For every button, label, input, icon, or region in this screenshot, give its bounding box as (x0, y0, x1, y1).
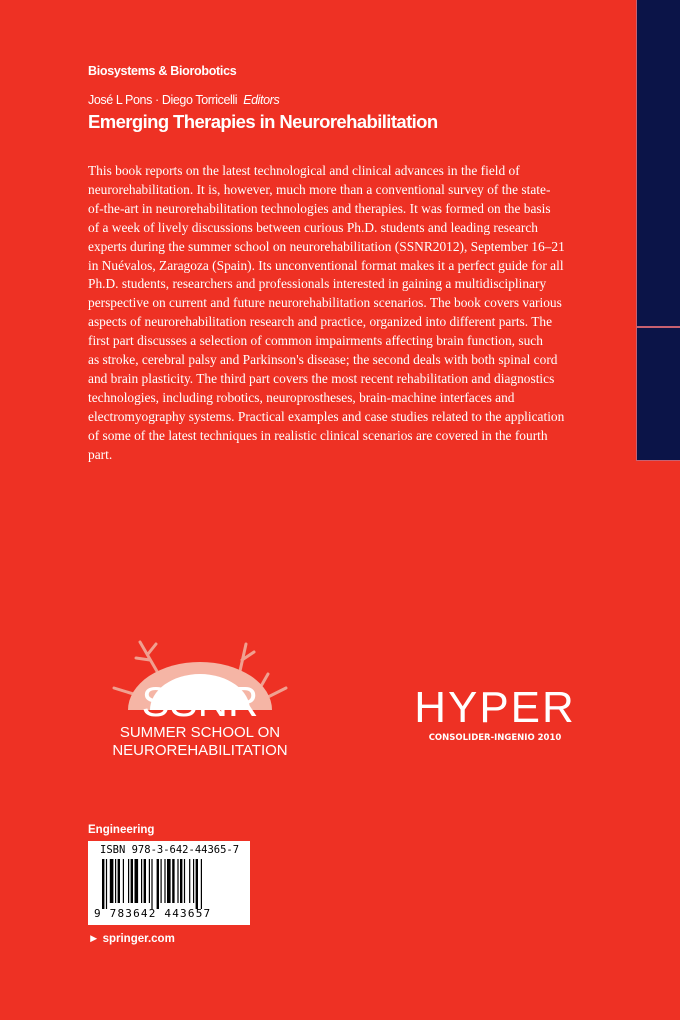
barcode-bar (102, 859, 104, 909)
ssnr-line1: SUMMER SCHOOL ON (119, 724, 281, 741)
description-line: experts during the summer school on neurorehabilitation (SSNR2012), September 16–21 (88, 238, 565, 254)
barcode-bar (135, 859, 139, 903)
barcode-bar (180, 859, 182, 903)
springer-link[interactable]: ► springer.com (88, 933, 175, 945)
barcode-bar (110, 859, 114, 903)
ssnr-line2: NEUROREHABILITATION (112, 742, 288, 759)
ssnr-logo (100, 636, 300, 760)
description-line: electromyography systems. Practical examples and case studies related to the application (88, 408, 565, 424)
isbn-text: ISBN 978-3-642-44365-7 (100, 844, 240, 856)
spine-band (636, 0, 680, 461)
barcode-bar (141, 859, 142, 903)
description-line: part. (88, 446, 113, 462)
barcode-bar (151, 859, 152, 909)
description-line: technologies, including robotics, neuroprostheses, brain-machine interfaces and (88, 389, 515, 405)
description-line: first part discusses a selection of common impairments affecting brain function, such (88, 333, 543, 349)
hyper-logo (410, 680, 580, 744)
ssnr-acronym: SSNR (141, 678, 259, 725)
barcode-bar (193, 859, 194, 903)
barcode-digits: 9 783642 443657 (94, 907, 212, 920)
series-name: Biosystems & Biorobotics (88, 64, 237, 78)
barcode-bar (161, 859, 162, 903)
book-description (88, 162, 608, 465)
barcode-bar (164, 859, 165, 903)
barcode-bar (149, 859, 150, 903)
description-line: in Nuévalos, Zaragoza (Spain). Its unconventional format makes it a perfect guide for all (88, 257, 564, 273)
editors (88, 93, 279, 107)
description-line: aspects of neurorehabilitation research and practice, organized into different parts. The (88, 314, 553, 330)
description-line: neurorehabilitation. It is, however, much more than a conventional survey of the state- (88, 181, 551, 197)
editor-names: José L Pons · Diego Torricelli (88, 93, 238, 107)
barcode-bar (167, 859, 171, 903)
barcode-bar (131, 859, 133, 903)
isbn-barcode (88, 841, 250, 925)
barcode-bar (189, 859, 190, 903)
description-line: of some of the latest techniques in realistic clinical scenarios are covered in the fourth (88, 427, 548, 443)
barcode-bar (157, 859, 159, 909)
barcode-bar (128, 859, 129, 903)
description-line: of a week of lively discussions between curious Ph.D. students and leading research (88, 219, 538, 235)
barcode-bar (118, 859, 120, 903)
subject-category: Engineering (88, 824, 155, 836)
barcode-bar (172, 859, 174, 903)
barcode-bar (196, 859, 198, 909)
editors-role: Editors (243, 93, 280, 107)
description-line: This book reports on the latest technological and clinical advances in the field of (88, 163, 520, 178)
spine-divider (637, 326, 680, 328)
barcode-bars (102, 859, 238, 909)
barcode-bar (123, 859, 124, 903)
description-line: of-the-art in neurorehabilitation technologies and therapies. It was formed on the basis (88, 200, 551, 216)
barcode-bar (115, 859, 116, 903)
barcode-bar (144, 859, 146, 903)
hyper-subtitle: CONSOLIDER-INGENIO 2010 (428, 733, 562, 743)
springer-link-text[interactable]: springer.com (102, 933, 175, 945)
barcode-bar (177, 859, 178, 903)
book-title: Emerging Therapies in Neurorehabilitation (88, 111, 438, 132)
barcode-bar (106, 859, 107, 909)
barcode-bar (201, 859, 202, 909)
description-line: and brain plasticity. The third part covers the most recent rehabilitation and diagnostics (88, 370, 555, 386)
description-line: as stroke, cerebral palsy and Parkinson's disease; the second deals with both spinal cord (88, 352, 558, 368)
description-line: Ph.D. students, researchers and professionals interested in gaining a multidisciplinary (88, 276, 547, 292)
hyper-name: HYPER (414, 683, 576, 732)
barcode-bar (184, 859, 185, 903)
description-line: perspective on current and future neurorehabilitation scenarios. The book covers various (88, 295, 562, 311)
